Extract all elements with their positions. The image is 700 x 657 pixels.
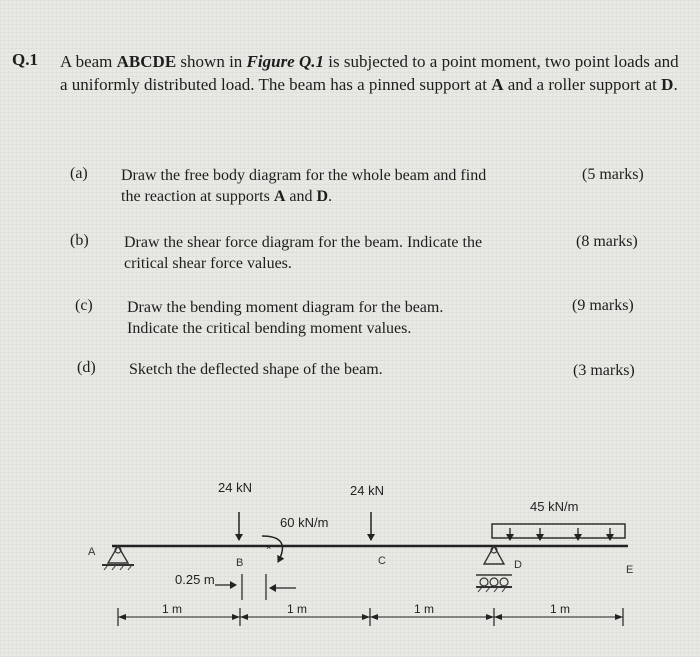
part-a-line2-post: .: [328, 188, 333, 205]
span-cd-label: 1 m: [414, 602, 435, 616]
part-a-label: (a): [70, 165, 88, 182]
question-number: Q.1: [12, 50, 38, 69]
udl-label: 45 kN/m: [530, 499, 579, 514]
span-de-label: 1 m: [550, 602, 571, 616]
label-e: E: [626, 564, 634, 576]
question-text-part: .: [673, 75, 678, 94]
part-a-line2: [121, 186, 581, 207]
moment-label: 60 kN/m: [280, 515, 329, 530]
offset-label: 0.25 m: [175, 572, 215, 587]
part-d-text: Sketch the deflected shape of the beam.: [129, 361, 383, 378]
beam-figure: [0, 470, 700, 640]
part-d-marks: (3 marks): [573, 362, 635, 379]
part-a-text: [121, 165, 581, 207]
moment-point-mark: ×: [266, 542, 272, 552]
label-d: D: [514, 559, 522, 571]
dimension-line: [118, 608, 623, 626]
part-d-label: (d): [77, 359, 96, 376]
label-b: B: [236, 557, 244, 569]
label-a: A: [88, 546, 96, 558]
support-a-ref: A: [491, 75, 504, 94]
part-a-support-d: D: [316, 188, 329, 205]
load-b-label: 24 kN: [218, 480, 252, 495]
question-text-part: is subjected to a point moment, two point loads and a uniformly distributed load. The beam has a pinned support at: [60, 52, 679, 94]
question-text-part: and a roller support at: [503, 75, 662, 94]
figure-reference: Figure Q.1: [246, 52, 325, 71]
part-c-label: (c): [75, 297, 93, 314]
question-text-part: shown in: [176, 52, 247, 71]
load-c-label: 24 kN: [350, 483, 384, 498]
beam-name: ABCDE: [116, 52, 177, 71]
part-c-marks: (9 marks): [572, 297, 634, 314]
pinned-support-a: [102, 546, 134, 570]
part-a-line2-mid: and: [285, 188, 317, 205]
part-a-marks: (5 marks): [582, 166, 644, 183]
span-bc-label: 1 m: [287, 602, 308, 616]
roller-support-d: [476, 546, 512, 592]
part-b-marks: (8 marks): [576, 233, 638, 250]
part-c-text: [127, 297, 577, 339]
question-text: [60, 50, 680, 96]
question-text-part: A beam: [60, 52, 117, 71]
part-a-line2-pre: the reaction at supports: [121, 188, 274, 205]
part-a-support-a: A: [273, 188, 286, 205]
part-b-label: (b): [70, 232, 89, 249]
part-c-line2: Indicate the critical bending moment values.: [127, 320, 412, 337]
part-b-line1: Draw the shear force diagram for the beam. Indicate the: [124, 234, 483, 251]
part-b-text: [124, 232, 574, 274]
part-a-line1: Draw the free body diagram for the whole beam and find: [121, 167, 487, 184]
label-c: C: [378, 555, 386, 567]
part-b-line2: critical shear force values.: [124, 255, 292, 272]
part-c-line1: Draw the bending moment diagram for the beam.: [127, 299, 444, 316]
udl-load: [492, 524, 625, 540]
span-ab-label: 1 m: [162, 602, 183, 616]
support-d-ref: D: [661, 75, 674, 94]
